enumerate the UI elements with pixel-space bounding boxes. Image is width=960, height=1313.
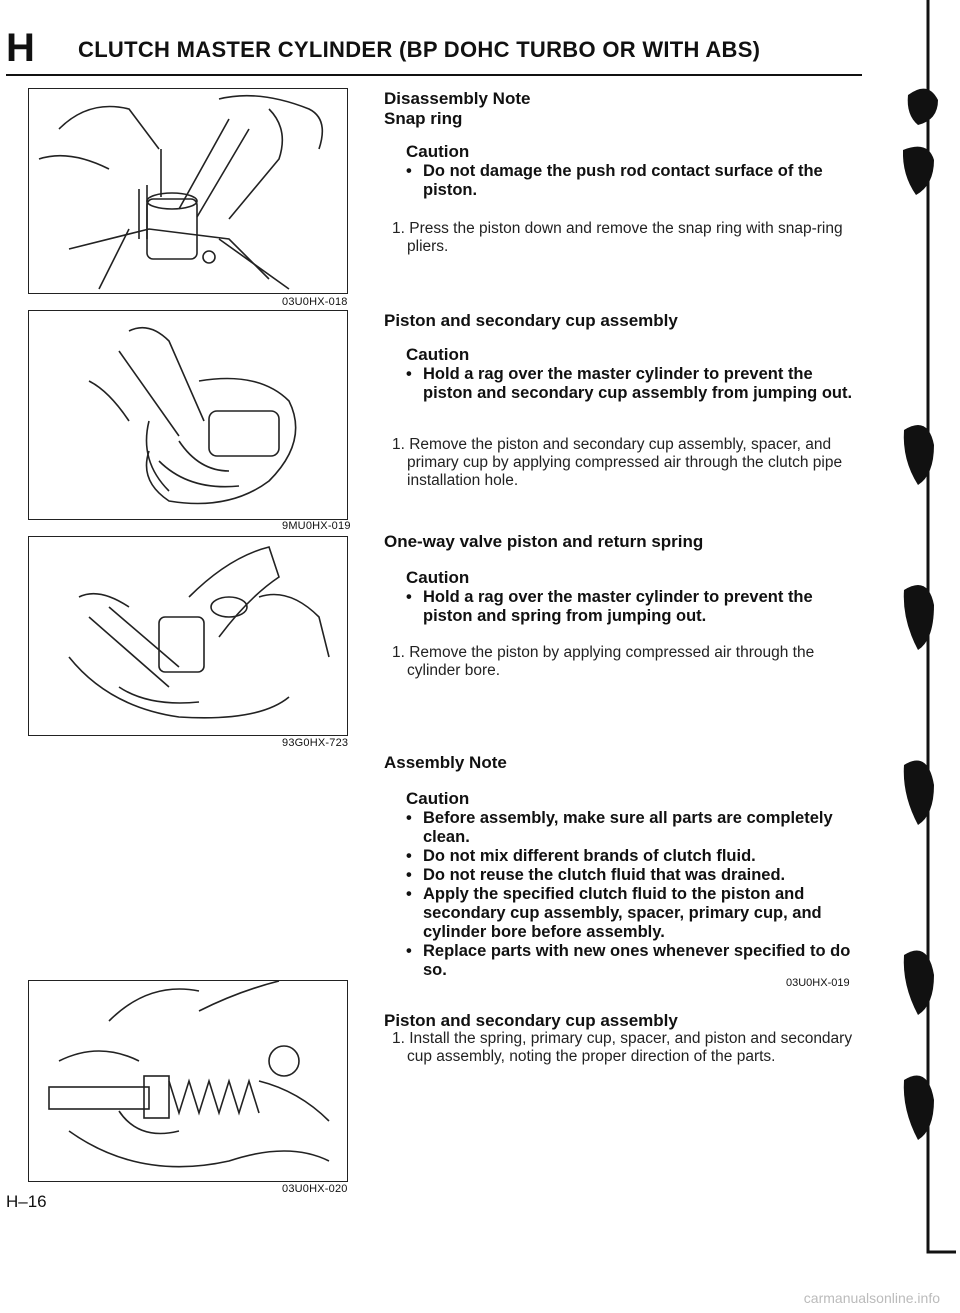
assembly-heading: Assembly Note [384,753,507,772]
piston-secondary-title: Piston and secondary cup assembly [384,311,678,330]
caution-list [406,365,858,403]
binding-spine [898,0,960,1313]
figure-snap-ring-removal [28,88,348,294]
caution-item: • Hold a rag over the master cylinder to prevent the piston and spring from jumping out. [406,588,858,626]
figure-piston-removal [28,310,348,520]
disassembly-heading: Disassembly Note [384,89,531,108]
figure-code: 03U0HX-020 [282,1183,348,1195]
figure-one-way-valve-removal [28,536,348,736]
page-title: CLUTCH MASTER CYLINDER (BP DOHC TURBO OR WITH ABS) [78,37,761,62]
snap-ring-pliers-illustration [29,89,347,293]
caution-list [406,809,858,980]
instruction-step: 1. Remove the piston by applying compressed air through the cylinder bore. [392,644,815,679]
caution-label: Caution [406,789,470,808]
figure-code: 93G0HX-723 [282,737,349,749]
caution-item: • Replace parts with new ones whenever specified to do so. [406,942,858,980]
caution-item: • Do not mix different brands of clutch fluid. [406,847,858,866]
section-letter: H [6,26,35,70]
instruction-step: 1. Press the piston down and remove the snap ring with snap-ring pliers. [392,220,843,255]
caution-list [406,588,858,626]
page-number: H–16 [6,1192,47,1211]
header-rule [6,74,862,76]
one-way-valve-title: One-way valve piston and return spring [384,532,704,551]
instruction-step: 1. Remove the piston and secondary cup assembly, spacer, and primary cup by applying compressed air through the clutch pipe installation hole. [392,436,843,489]
caution-item: • Do not reuse the clutch fluid that was drained. [406,866,858,885]
assembly-piston-secondary-title: Piston and secondary cup assembly [384,1011,678,1030]
caution-label: Caution [406,345,470,364]
air-gun-rag-illustration [29,311,347,519]
snap-ring-title: Snap ring [384,109,463,128]
figure-assembly [28,980,348,1182]
caution-list [406,162,858,200]
watermark: carmanualsonline.info [803,1290,940,1306]
caution-label: Caution [406,568,470,587]
instruction-step: 1. Install the spring, primary cup, spacer, and piston and secondary cup assembly, noting the proper direction of the parts. [392,1030,853,1065]
piston-assembly-illustration [29,981,347,1181]
one-way-valve-illustration [29,537,347,735]
reference-code: 03U0HX-019 [786,977,850,989]
figure-code: 03U0HX-018 [282,296,348,308]
figure-code: 9MU0HX-019 [282,520,351,532]
caution-item: • Hold a rag over the master cylinder to prevent the piston and secondary cup assembly from jumping out. [406,365,858,403]
caution-item: • Before assembly, make sure all parts are completely clean. [406,809,858,847]
caution-item: • Apply the specified clutch fluid to the piston and secondary cup assembly, spacer, primary cup, and cylinder bore before assembly. [406,885,858,942]
caution-item: • Do not damage the push rod contact surface of the piston. [406,162,858,200]
caution-label: Caution [406,142,470,161]
